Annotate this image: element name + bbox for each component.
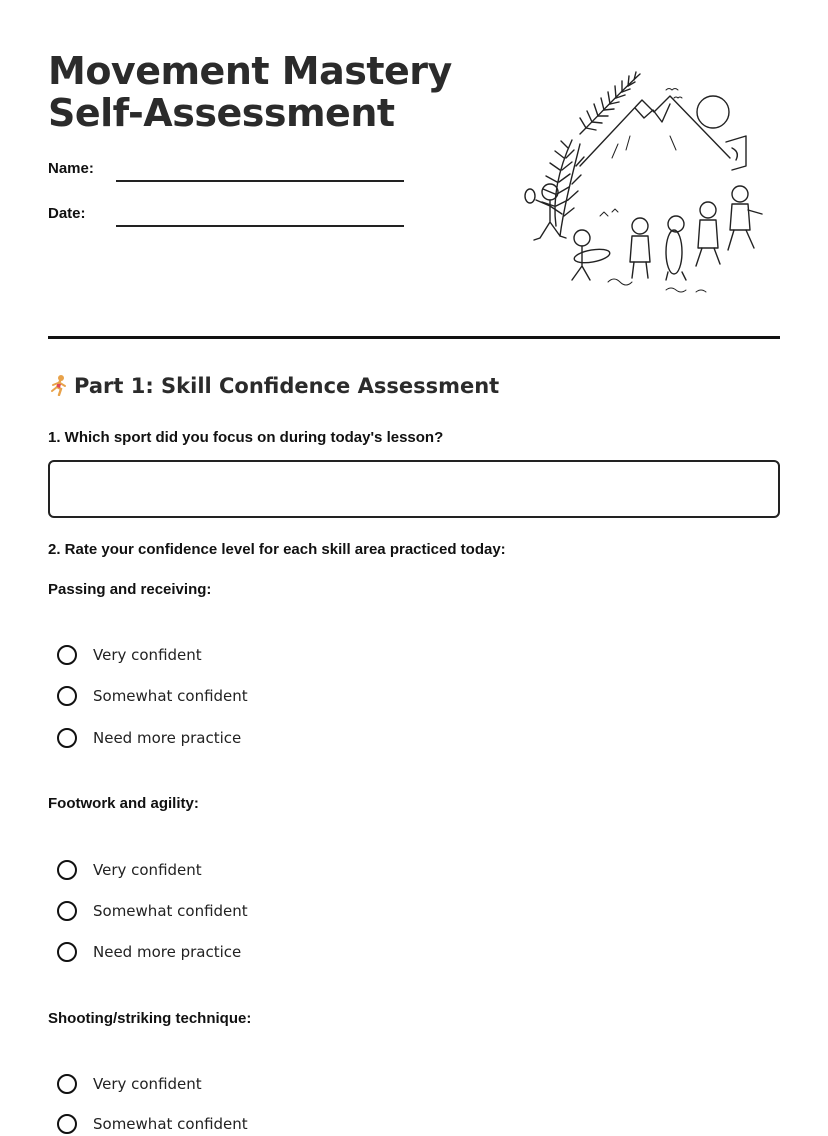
option-label: Somewhat confident xyxy=(93,902,248,920)
shooting-option-somewhat-confident[interactable] xyxy=(57,1112,248,1136)
option-label: Somewhat confident xyxy=(93,1115,248,1133)
footwork-option-somewhat-confident[interactable] xyxy=(57,899,248,923)
option-label: Very confident xyxy=(93,646,202,664)
date-label: Date: xyxy=(48,205,86,222)
person-running-icon xyxy=(48,374,74,401)
radio-button[interactable] xyxy=(57,1114,77,1134)
sport-answer-input[interactable] xyxy=(48,460,780,518)
skill-label-shooting: Shooting/striking technique: xyxy=(48,1010,252,1027)
shooting-option-very-confident[interactable] xyxy=(57,1072,202,1096)
option-label: Very confident xyxy=(93,1075,202,1093)
footwork-option-need-more-practice[interactable] xyxy=(57,940,241,964)
name-label: Name: xyxy=(48,160,94,177)
page-title xyxy=(48,50,452,134)
skill-label-footwork: Footwork and agility: xyxy=(48,795,199,812)
name-field[interactable] xyxy=(116,180,404,182)
date-field[interactable] xyxy=(116,225,404,227)
question-1: 1. Which sport did you focus on during today's lesson? xyxy=(48,429,444,446)
radio-button[interactable] xyxy=(57,728,77,748)
title-line-2: Self-Assessment xyxy=(48,91,395,135)
option-label: Need more practice xyxy=(93,943,242,961)
option-label: Somewhat confident xyxy=(93,687,248,705)
question-2: 2. Rate your confidence level for each skill area practiced today: xyxy=(48,541,506,558)
radio-button[interactable] xyxy=(57,942,77,962)
radio-button[interactable] xyxy=(57,1074,77,1094)
part-1-heading xyxy=(48,374,499,401)
passing-option-very-confident[interactable] xyxy=(57,643,202,667)
radio-button[interactable] xyxy=(57,645,77,665)
radio-button[interactable] xyxy=(57,686,77,706)
radio-button[interactable] xyxy=(57,860,77,880)
children-running-illustration xyxy=(520,66,770,302)
part-1-title: Part 1: Skill Confidence Assessment xyxy=(74,374,500,398)
radio-button[interactable] xyxy=(57,901,77,921)
skill-label-passing: Passing and receiving: xyxy=(48,581,212,598)
passing-option-need-more-practice[interactable] xyxy=(57,726,241,750)
section-divider xyxy=(48,336,780,339)
option-label: Need more practice xyxy=(93,729,242,747)
passing-option-somewhat-confident[interactable] xyxy=(57,684,248,708)
title-line-1: Movement Mastery xyxy=(48,49,452,93)
option-label: Very confident xyxy=(93,861,202,879)
footwork-option-very-confident[interactable] xyxy=(57,858,202,882)
